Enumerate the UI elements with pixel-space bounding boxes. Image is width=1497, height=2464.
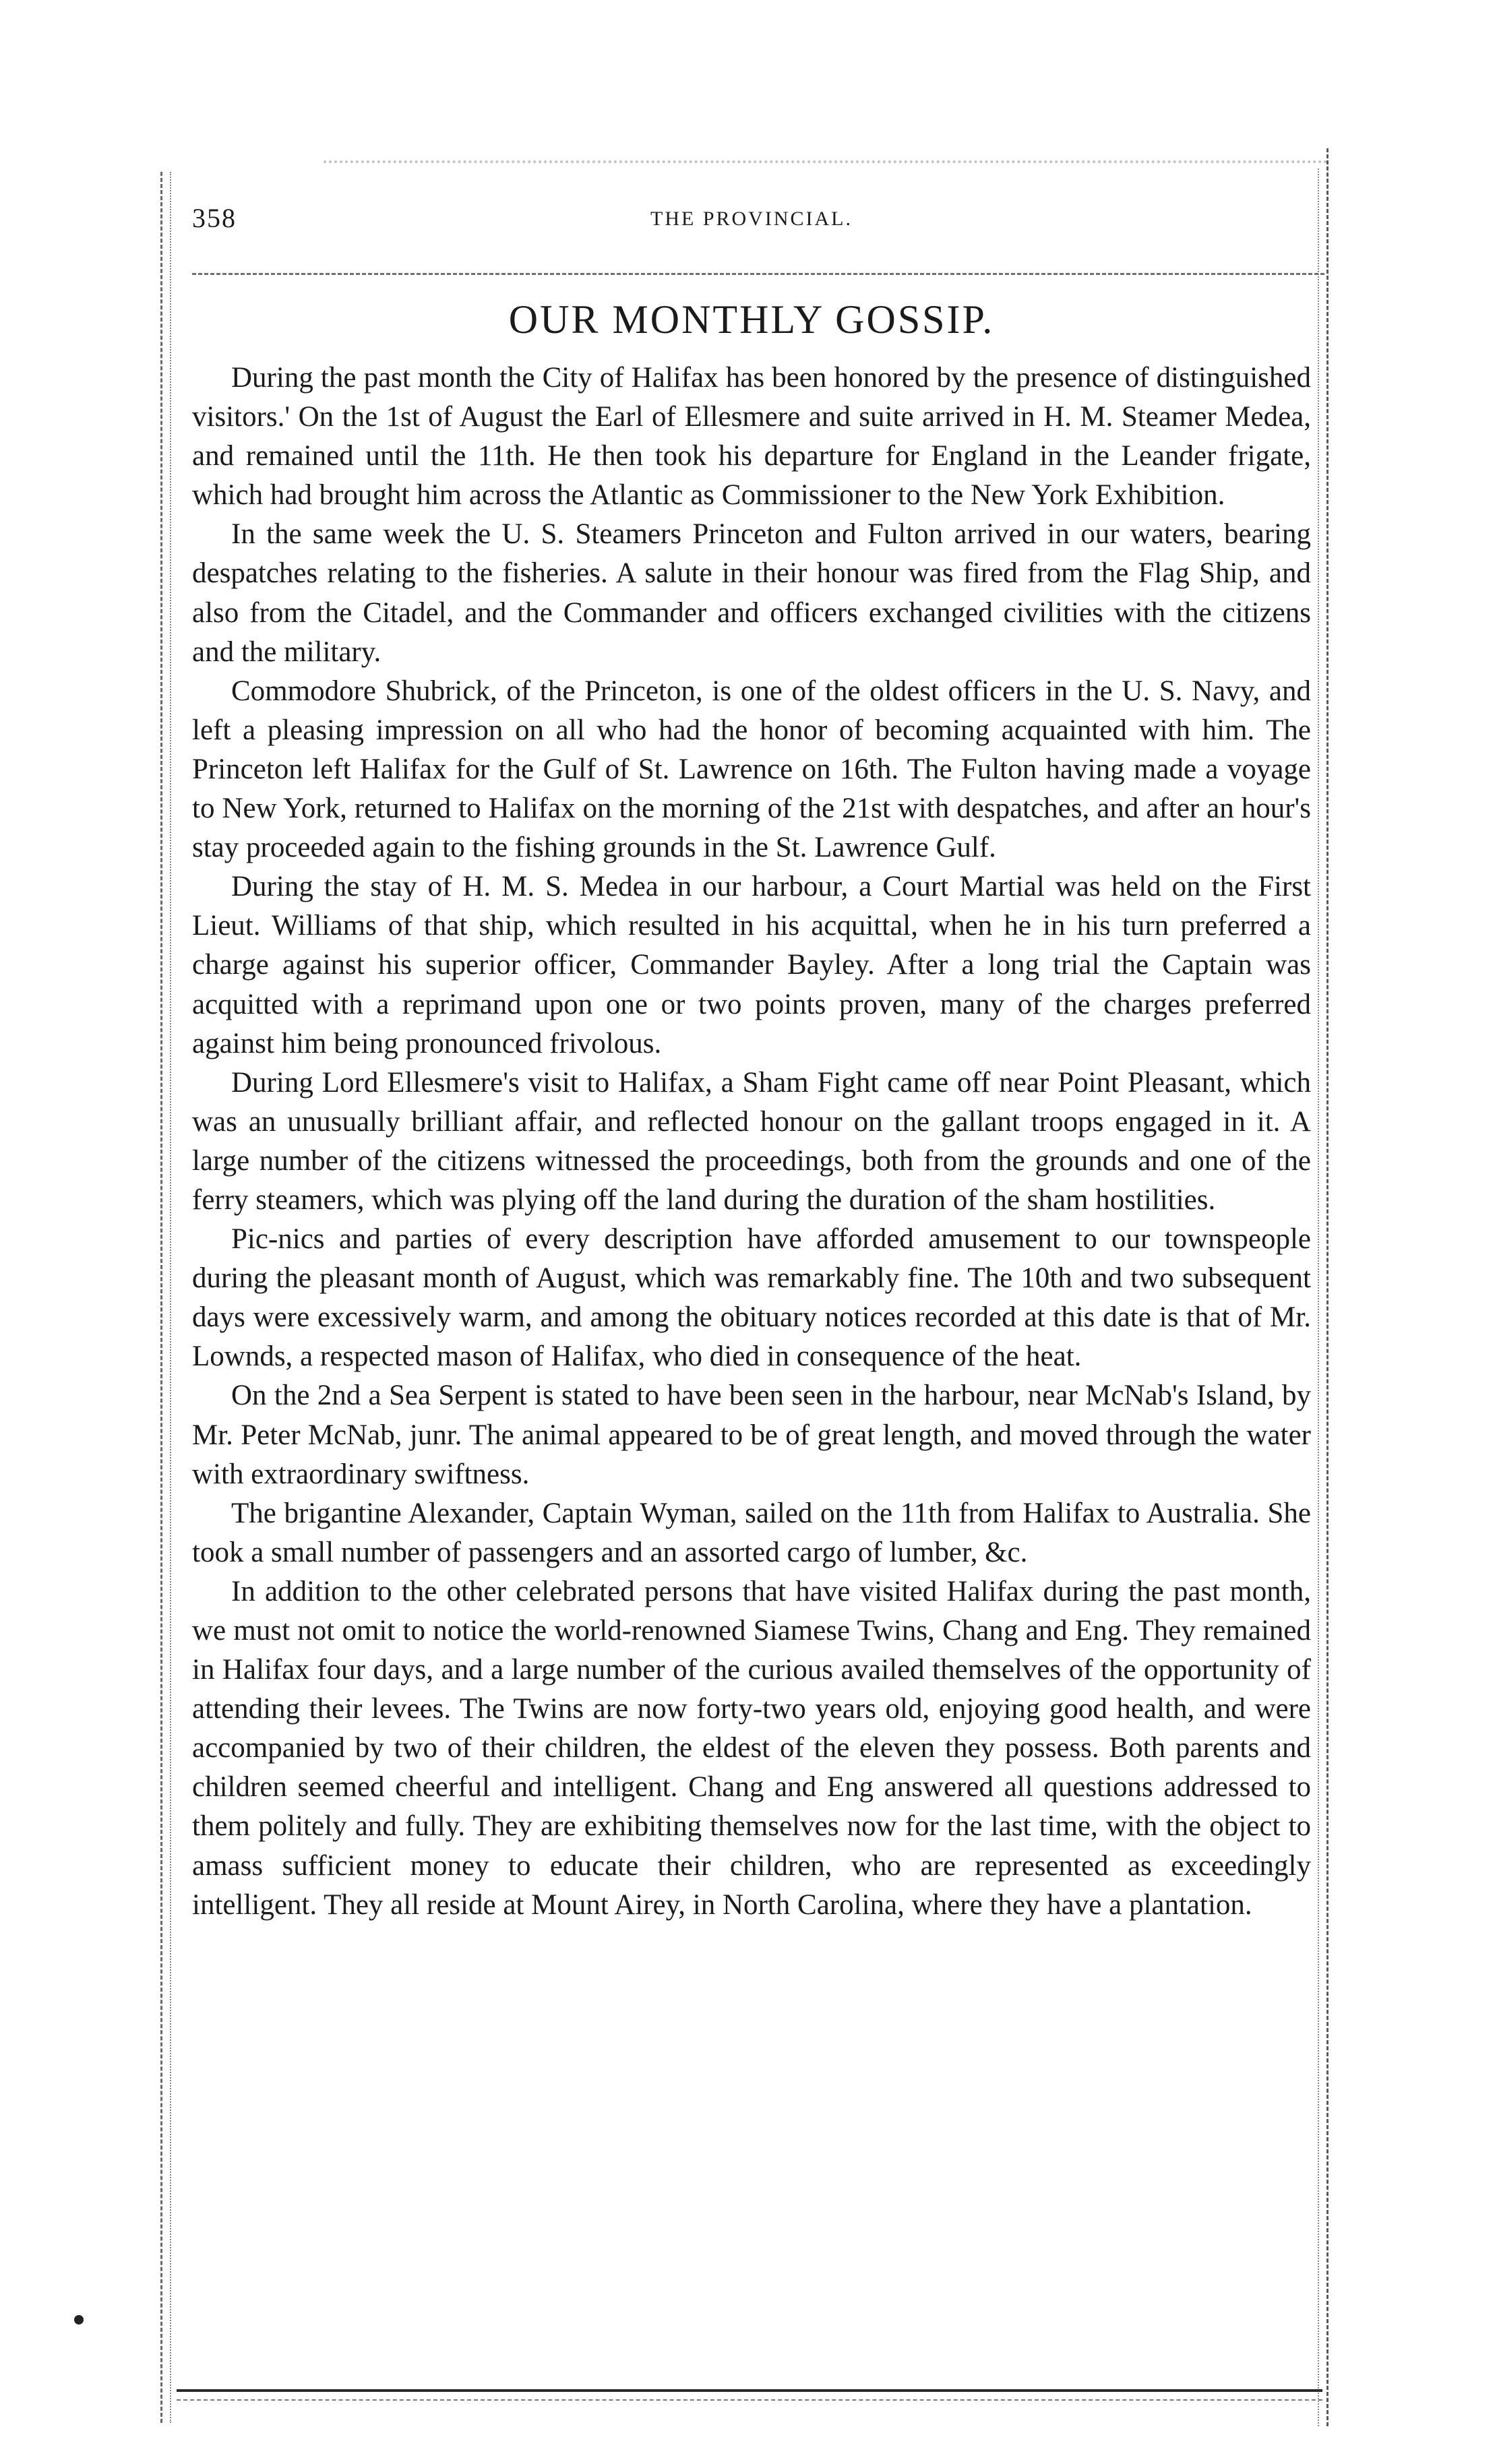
paragraph: During Lord Ellesmere's visit to Halifax, a Sham Fight came off near Point Pleasant, which was an unusually brilliant affair, and reflected honour on the gallant troops engaged in it. A large number of the citizens witnessed the proceedings, both from the grounds and one of the ferry steamers, which was plying off the land during the duration of the sham hostilities. xyxy=(192,1066,1311,1216)
right-margin-rule xyxy=(1326,148,1328,2426)
ink-speck xyxy=(74,2315,84,2324)
left-margin-rule-inner xyxy=(170,172,171,2423)
footer-rule-dashed xyxy=(177,2399,1322,2401)
paragraph: Commodore Shubrick, of the Princeton, is one of the oldest officers in the U. S. Navy, and left a pleasing impression on all who had the honor of becoming acquainted with him. The Princeton left Halifax for the Gulf of St. Lawrence on 16th. The Fulton having made a voyage to New York, returned to Halifax on the morning of the 21st with despatches, and after an hour's stay proceeded again to the fishing grounds in the St. Lawrence Gulf. xyxy=(192,675,1311,864)
journal-title: THE PROVINCIAL. xyxy=(650,208,853,230)
article-body xyxy=(192,359,1311,1925)
article-title: OUR MONTHLY GOSSIP. xyxy=(508,297,995,342)
paragraph: On the 2nd a Sea Serpent is stated to have been seen in the harbour, near McNab's Island, by Mr. Peter McNab, junr. The animal appeared to be of great length, and moved through the water with extraordinary swiftness. xyxy=(192,1380,1311,1490)
paragraph: In addition to the other celebrated persons that have visited Halifax during the past month, we must not omit to notice the world-renowned Siamese Twins, Chang and Eng. They remained in Halifax four days, and a large number of the curious availed themselves of the opportunity of attending their levees. The Twins are now forty-two years old, enjoying good health, and were accompanied by two of their children, the eldest of the eleven they possess. Both parents and children seemed cheerful and intelligent. Chang and Eng answered all questions addressed to them politely and fully. They are exhibiting themselves now for the last time, with the object to amass sufficient money to educate their children, who are represented as exceedingly intelligent. They all reside at Mount Airey, in North Carolina, where they have a plantation. xyxy=(192,1575,1311,1921)
right-margin-rule-inner xyxy=(1318,168,1319,2426)
top-dotted-rule xyxy=(324,160,1328,163)
running-head xyxy=(192,202,1311,249)
page-number: 358 xyxy=(192,203,237,233)
paragraph: During the past month the City of Halifax has been honored by the presence of distinguished visitors.' On the 1st of August the Earl of Ellesmere and suite arrived in H. M. Steamer Medea, and remained until the 11th. He then took his departure for England in the Leander frigate, which had brought him across the Atlantic as Commissioner to the New York Exhibition. xyxy=(192,362,1311,512)
paragraph: During the stay of H. M. S. Medea in our harbour, a Court Martial was held on the First Lieut. Williams of that ship, which resulted in his acquittal, when he in his turn preferred a charge against his superior officer, Commander Bayley. After a long trial the Captain was acquitted with a reprimand upon one or two points proven, many of the charges preferred against him being pronounced frivolous. xyxy=(192,871,1311,1059)
header-rule xyxy=(192,273,1324,275)
paragraph: The brigantine Alexander, Captain Wyman, sailed on the 11th from Halifax to Australia. She took a small number of passengers and an assorted cargo of lumber, &c. xyxy=(192,1497,1311,1568)
footer-rule xyxy=(177,2389,1322,2392)
paragraph: In the same week the U. S. Steamers Princeton and Fulton arrived in our waters, bearing despatches relating to the fisheries. A salute in their honour was fired from the Flag Ship, and also from the Citadel, and the Commander and officers exchanged civilities with the citizens and the military. xyxy=(192,518,1311,668)
left-margin-rule xyxy=(160,172,162,2423)
paragraph: Pic-nics and parties of every description have afforded amusement to our townspeople during the pleasant month of August, which was remarkably fine. The 10th and two subsequent days were excessively warm, and among the obituary notices recorded at this date is that of Mr. Lownds, a respected mason of Halifax, who died in consequence of the heat. xyxy=(192,1223,1311,1373)
